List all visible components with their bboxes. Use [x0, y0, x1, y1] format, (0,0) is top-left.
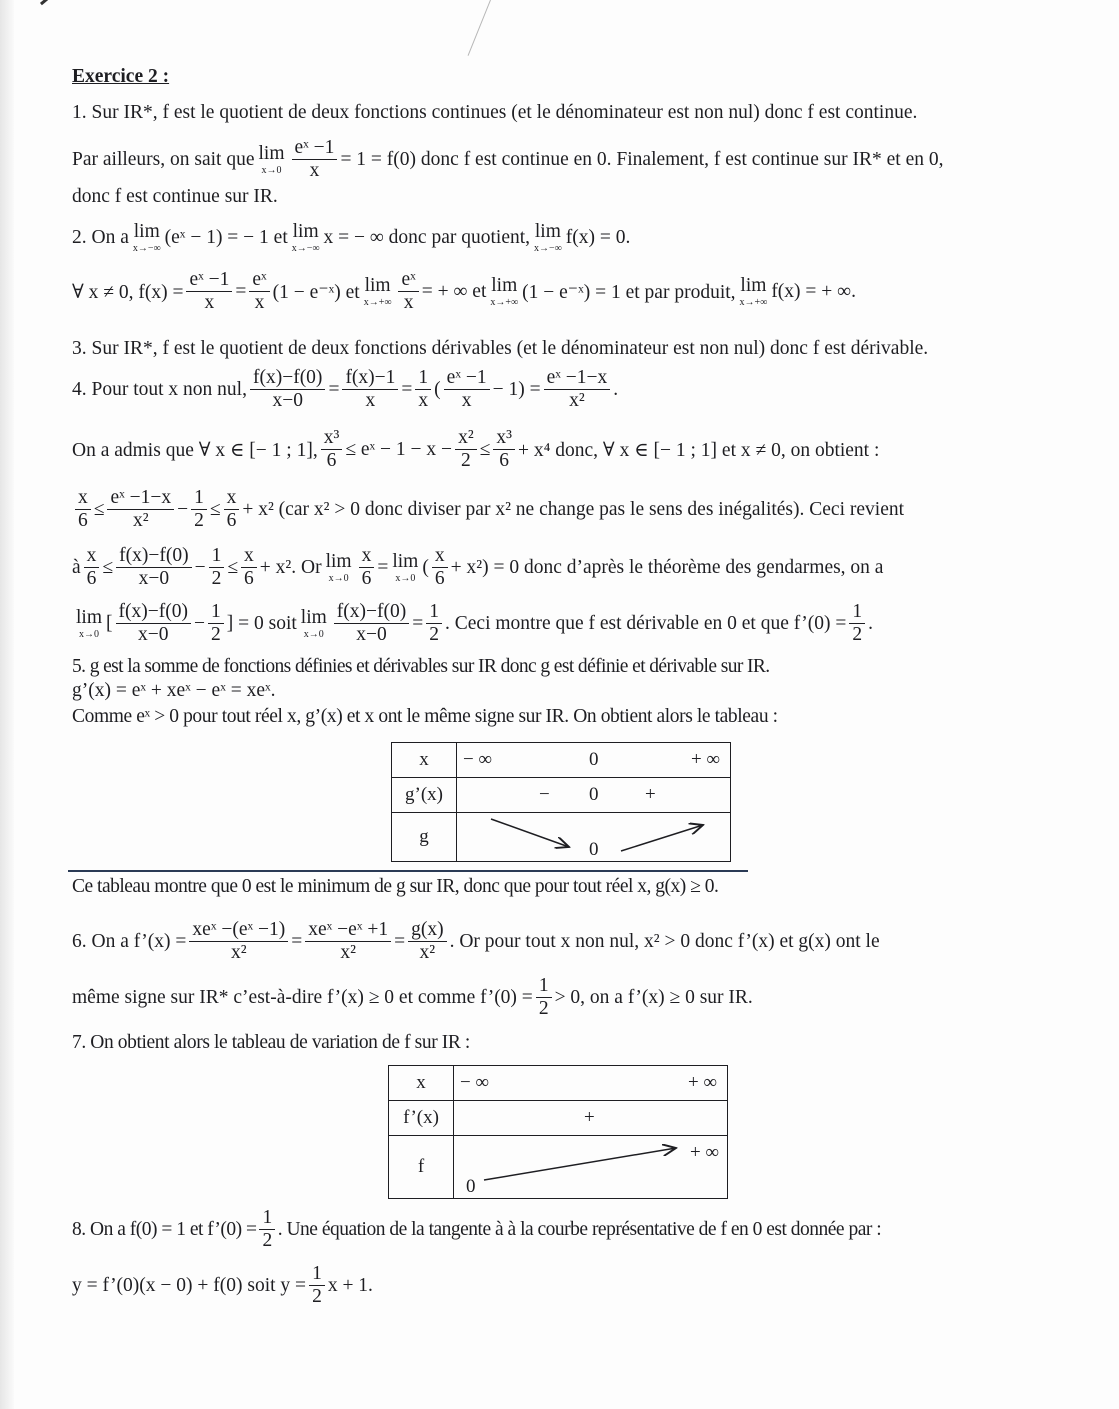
q4-text: 4. Pour tout x non nul,: [72, 378, 247, 400]
q4-line1: 4. Pour tout x non nul, $\frac{f(x)-f(0)}{x-0}$ = $\frac{f(x)-1}{x}$ = $\frac{1}{x}$ ( $\frac{\text{eˣ −1}}{x}$ − 1) = $\frac{\text{eˣ −1−x}}{\text{x²}}$ .: [72, 367, 619, 412]
q7-line: [72, 1032, 470, 1054]
q4-text: On a admis que ∀ x ∈ [− 1 ; 1],: [72, 439, 318, 461]
q1-text: donc f est continue sur IR.: [72, 186, 278, 207]
fraction: $\frac{\text{x³}}{6}$: [321, 428, 343, 472]
fraction: $\frac{1}{2}$: [208, 602, 224, 646]
q6-text: même signe sur IR* c’est-à-dire f’(x) ≥ 0 et comme f’(0) =: [72, 986, 533, 1008]
limit: lim x→0: [76, 607, 103, 640]
limit: lim x→0: [258, 143, 285, 176]
sign-row: [454, 1101, 728, 1136]
q2-text: x = − ∞ donc par quotient,: [323, 226, 531, 248]
limit: lim x→+∞: [739, 275, 768, 308]
x-plus-inf: + ∞: [690, 749, 720, 770]
q5-conclusion: [72, 876, 718, 898]
separator-line: [68, 870, 748, 872]
row-label-x: x: [389, 1066, 454, 1101]
limit: lim x→−∞: [534, 221, 562, 254]
fraction: $\frac{\text{eˣ −1−x}}{\text{x²}}$: [107, 488, 174, 532]
q2-line2: ∀ x ≠ 0, f(x) = $\frac{\text{eˣ −1}}{x}$ = $\frac{\text{eˣ}}{x}$ (1 − e⁻ˣ) et lim x→+∞ $\frac{\text{eˣ}}{x}$ = + ∞ et lim x→+∞ (1 − e⁻ˣ) = 1 et par produit, lim x→+∞ f(x) = + ∞.: [72, 269, 856, 314]
decreasing-arrow: [491, 819, 569, 847]
x-minus-inf: − ∞: [463, 749, 493, 770]
fraction: $\frac{\text{x²}}{2}$: [455, 428, 477, 472]
x-values: [454, 1066, 728, 1101]
q2-text: = + ∞ et: [421, 280, 487, 302]
q1-text: Par ailleurs, on sait que: [72, 148, 255, 170]
q4-line4: à $\frac{x}{6}$ ≤ $\frac{f(x)-f(0)}{x-0}$ − $\frac{1}{2}$ ≤ $\frac{x}{6}$ + x². Or lim x→0 $\frac{x}{6}$ = lim x→0 ( $\frac{x}{6}$ + x²) = 0 donc d’après le théorème des gendarmes, on a: [72, 545, 884, 590]
limit: lim x→+∞: [490, 275, 519, 308]
sign-positive: +: [584, 1107, 595, 1128]
limit: lim x→−∞: [291, 221, 320, 254]
q4-text: + x⁴ donc, ∀ x ∈ [− 1 ; 1] et x ≠ 0, on obtient :: [517, 439, 880, 461]
q5-line1: [72, 656, 770, 678]
f-variation-table: [388, 1065, 728, 1199]
q6-line1: 6. On a f’(x) = $\frac{\text{xeˣ −(eˣ −1)}}{\text{x²}}$ = $\frac{\text{xeˣ −eˣ +1}}{\text{x²}}$ = $\frac{g(x)}{\text{x²}}$ . Or pour tout x non nul, x² > 0 donc f’(x) et g(x) ont le: [72, 919, 880, 964]
g-variation-table: [391, 742, 731, 862]
fraction: $\frac{f(x)-f(0)}{x-0}$: [116, 546, 191, 590]
q4-text: + x² (car x² > 0 donc diviser par x² ne change pas le sens des inégalités). Ceci revient: [242, 498, 905, 520]
x-zero: 0: [589, 749, 599, 770]
q2-text: f(x) = + ∞.: [771, 280, 856, 302]
row-label-g: g: [392, 813, 457, 862]
fraction: $\frac{f(x)-1}{x}$: [342, 368, 398, 412]
end-value: + ∞: [689, 1142, 719, 1163]
q3-line: [72, 338, 928, 360]
q2-text: (eˣ − 1) = − 1 et: [164, 226, 288, 248]
q8-text: x + 1.: [327, 1274, 373, 1296]
fraction: $\frac{1}{2}$: [536, 976, 552, 1020]
limit: lim x→0: [300, 607, 327, 640]
fraction: $\frac{f(x)-f(0)}{x-0}$: [116, 602, 191, 646]
x-minus-inf: − ∞: [460, 1072, 490, 1093]
sign-zero: 0: [589, 784, 599, 805]
q8-text: 8. On a f(0) = 1 et f’(0) =: [72, 1218, 257, 1240]
q8-text: . Une équation de la tangente à à la courbe représentative de f en 0 est donnée par :: [277, 1218, 882, 1240]
q2-line1: [72, 222, 630, 254]
scan-mark: [40, 0, 48, 5]
q6-text: . Or pour tout x non nul, x² > 0 donc f’(x) et g(x) ont le: [449, 930, 880, 952]
fraction: $\frac{1}{2}$: [209, 546, 225, 590]
q5-text: 5. g est la somme de fonctions définies et dérivables sur IR donc g est définie et dérivable sur IR.: [72, 656, 770, 677]
q1-line2: [72, 138, 944, 182]
sign-row: [457, 778, 731, 813]
variation-row: [454, 1136, 728, 1199]
fraction: $\frac{x}{6}$: [84, 546, 100, 590]
limit: lim x→0: [325, 551, 352, 584]
q2-text: (1 − e⁻ˣ) et: [272, 281, 360, 303]
fraction: $\frac{x}{6}$: [75, 488, 91, 532]
start-value: 0: [466, 1176, 476, 1197]
fraction: $\frac{1}{x}$: [415, 368, 431, 412]
q4-line2: On a admis que ∀ x ∈ [− 1 ; 1], $\frac{\text{x³}}{6}$ ≤ eˣ − 1 − x − $\frac{\text{x²}}{2}$ ≤ $\frac{\text{x³}}{6}$ + x⁴ donc, ∀ x ∈ [− 1 ; 1] et x ≠ 0, on obtient :: [72, 427, 880, 472]
fraction: $\frac{\text{eˣ −1}}{x}$: [444, 368, 490, 412]
q2-text: f(x) = 0.: [565, 226, 631, 248]
increasing-arrow: [484, 1148, 676, 1180]
fraction: $\frac{1}{2}$: [191, 488, 207, 532]
q5-text: Ce tableau montre que 0 est le minimum de g sur IR, donc que pour tout réel x, g(x) ≥ 0.: [72, 876, 719, 897]
q3-text: 3. Sur IR*, f est le quotient de deux fonctions dérivables (et le dénominateur est non nul) donc f est dérivable.: [72, 338, 929, 359]
fraction: $\frac{\text{xeˣ −(eˣ −1)}}{\text{x²}}$: [189, 920, 288, 964]
fraction: $\frac{x}{6}$: [241, 546, 257, 590]
q1-text: 1. Sur IR*, f est le quotient de deux fonctions continues (et le dénominateur est non nul) donc f est continue.: [72, 102, 918, 123]
fraction: $\frac{x}{6}$: [432, 546, 448, 590]
fraction: $\frac{\text{eˣ}}{x}$: [249, 270, 269, 314]
fraction: $\frac{x}{6}$: [359, 546, 375, 590]
q4-text: ≤ eˣ − 1 − x −: [345, 438, 453, 460]
q6-line2: [72, 976, 753, 1020]
q6-text: > 0, on a f’(x) ≥ 0 sur IR.: [554, 986, 753, 1008]
row-label-derivative: f’(x): [389, 1101, 454, 1136]
q7-text: 7. On obtient alors le tableau de variation de f sur IR :: [72, 1032, 470, 1053]
q5-line2: [72, 680, 276, 702]
variation-row: [457, 813, 731, 862]
fraction: $\frac{\text{eˣ −1−x}}{\text{x²}}$: [544, 368, 611, 412]
limit: lim x→−∞: [132, 221, 161, 254]
q4-text: + x²) = 0 donc d’après le théorème des gendarmes, on a: [450, 556, 884, 578]
scan-scratch: [468, 0, 491, 56]
x-plus-inf: + ∞: [687, 1072, 717, 1093]
sign-positive: +: [645, 784, 656, 805]
scan-edge: [0, 0, 14, 1409]
q4-text: ] = 0 soit: [226, 612, 297, 634]
q4-text: + x². Or: [259, 556, 322, 578]
fraction: $\frac{1}{2}$: [849, 602, 865, 646]
q1-text: = 1 = f(0) donc f est continue en 0. Finalement, f est continue sur IR* et en 0,: [340, 148, 944, 170]
q2-text: ∀ x ≠ 0, f(x) =: [72, 281, 184, 303]
row-label-derivative: g’(x): [392, 778, 457, 813]
increasing-arrow: [621, 825, 703, 851]
fraction: $\frac{x}{6}$: [224, 488, 240, 532]
q6-text: 6. On a f’(x) =: [72, 930, 187, 952]
q8-line2: [72, 1264, 373, 1308]
q8-text: y = f’(0)(x − 0) + f(0) soit y =: [72, 1274, 307, 1296]
fraction: $\frac{1}{2}$: [426, 602, 442, 646]
fraction: $\frac{\text{xeˣ −eˣ +1}}{\text{x²}}$: [305, 920, 391, 964]
q2-text: 2. On a: [72, 226, 129, 248]
fraction: $\frac{1}{2}$: [259, 1208, 274, 1252]
fraction: $\frac{\text{eˣ}}{x}$: [398, 270, 418, 314]
fraction: $\frac{\text{eˣ −1}}{x}$: [186, 270, 232, 314]
row-label-x: x: [392, 743, 457, 778]
fraction: $\frac{f(x)-f(0)}{x-0}$: [334, 602, 409, 646]
q4-line5: lim x→0 [ $\frac{f(x)-f(0)}{x-0}$ − $\frac{1}{2}$ ] = 0 soit lim x→0 $\frac{f(x)-f(0)}{x-0}$ = $\frac{1}{2}$ . Ceci montre que f est dérivable en 0 et que f’(0) = $\frac{1}{2}$ .: [76, 601, 874, 646]
min-value: 0: [589, 839, 599, 860]
q2-text: (1 − e⁻ˣ) = 1 et par produit,: [522, 281, 736, 303]
sign-negative: −: [539, 784, 550, 805]
q4-text: . Ceci montre que f est dérivable en 0 et que f’(0) =: [445, 612, 847, 634]
exercise-title: Exercice 2 :: [72, 66, 170, 87]
q5-text: Comme eˣ > 0 pour tout réel x, g’(x) et x ont le même signe sur IR. On obtient alors le tableau :: [72, 706, 778, 727]
q1-line1: [72, 102, 917, 124]
fraction: $\frac{\text{x³}}{6}$: [493, 428, 515, 472]
variation-arrow: [454, 1136, 730, 1200]
q4-text: à: [72, 556, 81, 578]
fraction: $\frac{g(x)}{\text{x²}}$: [408, 920, 447, 964]
q5-text: g’(x) = eˣ + xeˣ − eˣ = xeˣ.: [72, 680, 276, 701]
q1-line3: [72, 186, 278, 208]
fraction: $\frac{f(x)-f(0)}{x-0}$: [250, 368, 325, 412]
q5-line3: [72, 706, 778, 728]
x-values: [457, 743, 731, 778]
fraction: $\frac{1}{2}$: [309, 1264, 325, 1308]
q4-text: − 1) =: [492, 378, 541, 400]
q8-line1: [72, 1208, 881, 1252]
fraction: $\frac{\text{eˣ −1}}{x}$: [292, 138, 338, 182]
limit: lim x→+∞: [363, 275, 392, 308]
q4-line3: $\frac{x}{6}$ ≤ $\frac{\text{eˣ −1−x}}{\text{x²}}$ − $\frac{1}{2}$ ≤ $\frac{x}{6}$ + x² (car x² > 0 donc diviser par x² ne change pas le sens des inégalités). Ceci revient: [72, 488, 904, 532]
limit: lim x→0: [392, 551, 419, 584]
row-label-f: f: [389, 1136, 454, 1199]
